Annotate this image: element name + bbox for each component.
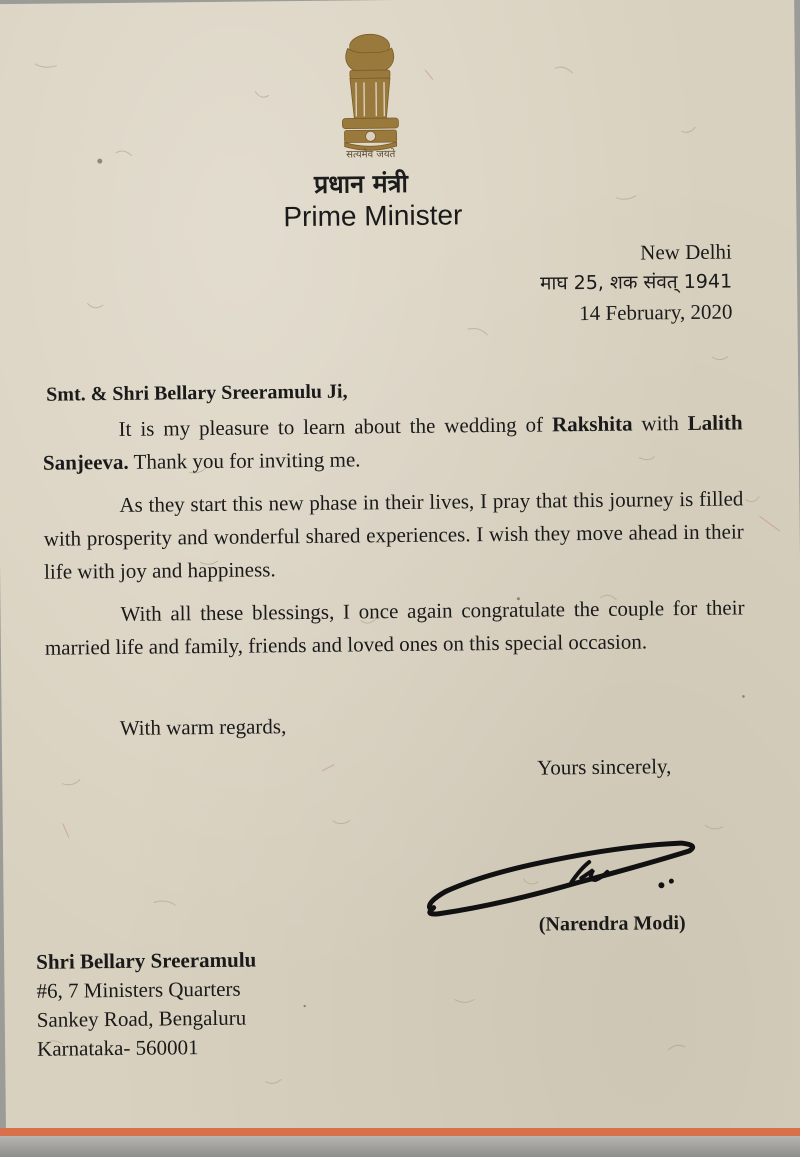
address-line-2: Sankey Road, Bengaluru <box>36 1005 247 1032</box>
letterhead-title-english: Prime Minister <box>283 199 463 233</box>
address-line-1: #6, 7 Ministers Quarters <box>36 976 241 1003</box>
p1-start: It is my pleasure to learn about the wedding of <box>118 412 553 441</box>
background-orange-strip <box>0 1128 800 1136</box>
yours-sincerely: Yours sincerely, <box>537 754 672 780</box>
letter-body <box>42 406 745 674</box>
place-line: New Delhi <box>640 239 732 265</box>
saka-date-line: माघ 25, शक संवत् 1941 <box>539 270 733 295</box>
signer-name: (Narendra Modi) <box>538 912 686 936</box>
place-and-date <box>540 237 733 329</box>
groom-name: Lalith Sanjeeva. <box>42 410 743 475</box>
p1-end: Thank you for inviting me. <box>128 447 361 474</box>
paragraph-2: As they start this new phase in their lives, I pray that this journey is filled with prosperity and wonderful shared experiences. I wish they move ahead in their life with joy and happiness. <box>43 486 744 584</box>
national-emblem-icon <box>329 30 410 161</box>
background-surface <box>0 1136 800 1157</box>
p1-with: with <box>632 410 688 436</box>
recipient-address <box>36 946 257 1064</box>
paragraph-3: With all these blessings, I once again congratulate the couple for their married life and family, friends and loved ones on this special occasion. <box>44 595 745 660</box>
gregorian-date-line: 14 February, 2020 <box>579 299 733 326</box>
address-name: Shri Bellary Sreeramulu <box>36 947 257 974</box>
paragraph-1 <box>42 406 743 479</box>
address-line-3: Karnataka- 560001 <box>36 1035 199 1061</box>
salutation: Smt. & Shri Bellary Sreeramulu Ji, <box>46 380 348 406</box>
bride-name: Rakshita <box>551 411 633 437</box>
letterhead-title-hindi: प्रधान मंत्री <box>313 168 409 199</box>
emblem-motto: सत्यमेव जयते <box>346 149 396 161</box>
closing-line: With warm regards, <box>119 714 287 740</box>
